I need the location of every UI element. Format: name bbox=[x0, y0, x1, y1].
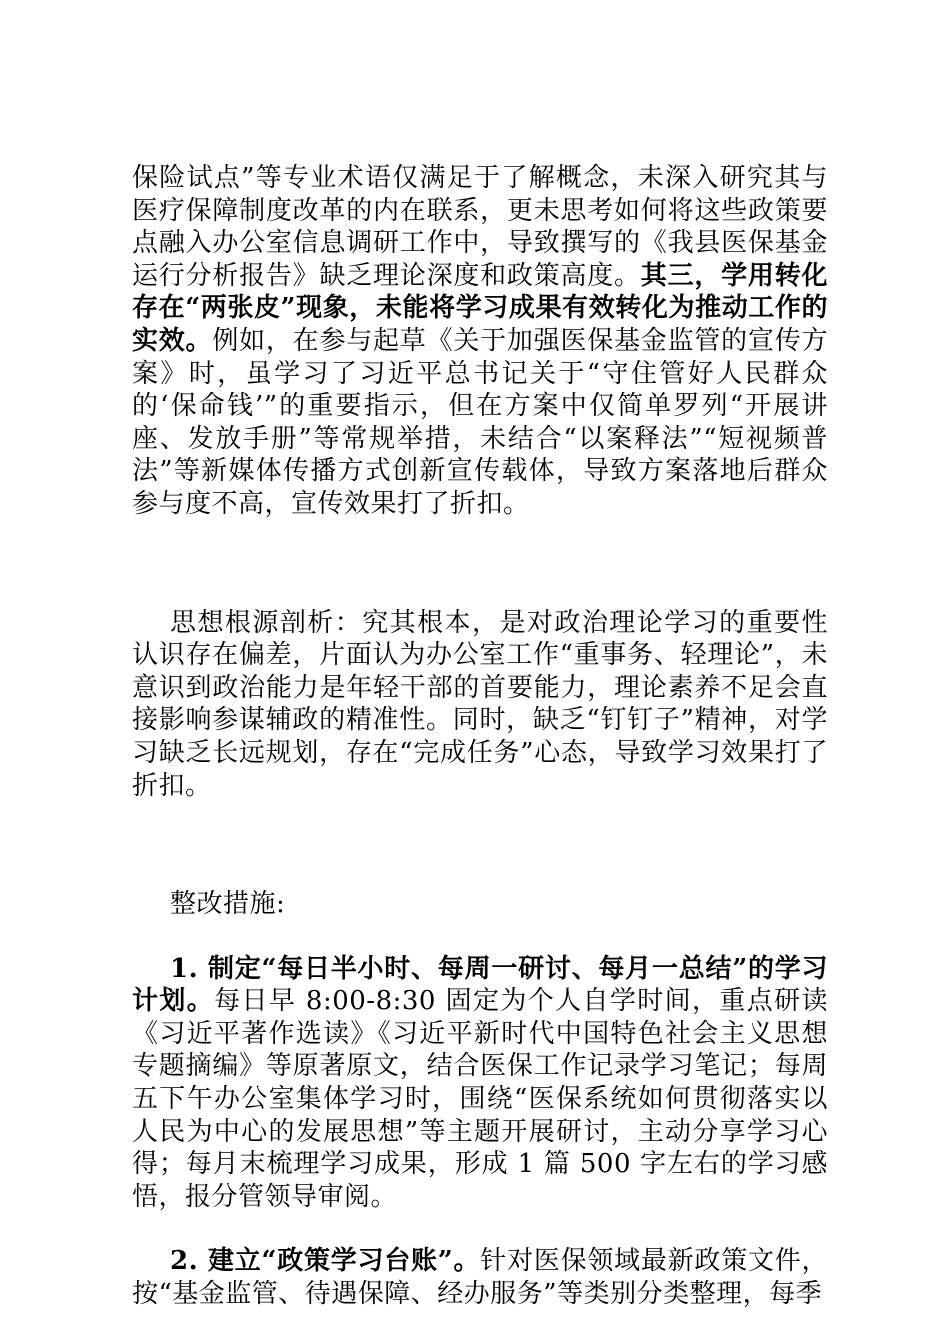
continuation-text-1: 保险试点”等专业术语仅满足于了解概念，未深入研究其与医疗保障制度改革的内在联系，更未思考如何将这些政策要点融入办公室信息调研工作中，导致撰写的《我县医保基金运行分析报告》缺乏理论深度和政策高度。 bbox=[132, 163, 828, 291]
measure-2-title: 2. 建立“政策学习台账”。 bbox=[170, 1246, 481, 1277]
point-three-heading: 其三，学用转化存在“两张皮”现象，未能将学习成果有效转化为推动工作的实效。 bbox=[132, 260, 828, 356]
root-cause-paragraph bbox=[132, 607, 828, 803]
measures-heading bbox=[132, 888, 828, 921]
measure-item-1 bbox=[132, 953, 828, 1214]
measure-1-text: 每日早 8:00-8:30 固定为个人自学时间，重点研读《习近平著作选读》《习近平新时代中国特色社会主义思想专题摘编》等原著原文，结合医保工作记录学习笔记；每周五下午办公室集体学习时，围绕“医保系统如何贯彻落实以人民为中心的发展思想”等主题开展研讨，主动分享学习心得；每月末梳理学习成果，形成 1 篇 500 字左右的学习感悟，报分管领导审阅。 bbox=[132, 986, 828, 1212]
measures-heading-text: 整改措施: bbox=[170, 889, 286, 920]
measure-item-2 bbox=[132, 1245, 828, 1310]
continuation-paragraph bbox=[132, 162, 828, 521]
measure-1-title: 1. 制定“每日半小时、每周一研讨、每月一总结”的学习计划。 bbox=[132, 953, 828, 1017]
continuation-text-2: 例如，在参与起草《关于加强医保基金监管的宣传方案》时，虽学习了习近平总书记关于“守住管好人民群众的‘保命钱’”的重要指示，但在方案中仅简单罗列“开展讲座、发放手册”等常规举措，未结合“以案释法”“短视频普法”等新媒体传播方式创新宣传载体，导致方案落地后群众参与度不高，宣传效果打了折扣。 bbox=[132, 325, 828, 519]
document-page bbox=[132, 162, 828, 1311]
root-cause-text: 思想根源剖析：究其根本，是对政治理论学习的重要性认识存在偏差，片面认为办公室工作“重事务、轻理论”，未意识到政治能力是年轻干部的首要能力，理论素养不足会直接影响参谋辅政的精准性。同时，缺乏“钉钉子”精神，对学习缺乏长远规划，存在“完成任务”心态，导致学习效果打了折扣。 bbox=[132, 607, 828, 801]
measure-2-text: 针对医保领域最新政策文件，按“基金监管、待遇保障、经办服务”等类别分类整理，每季 bbox=[132, 1246, 828, 1310]
